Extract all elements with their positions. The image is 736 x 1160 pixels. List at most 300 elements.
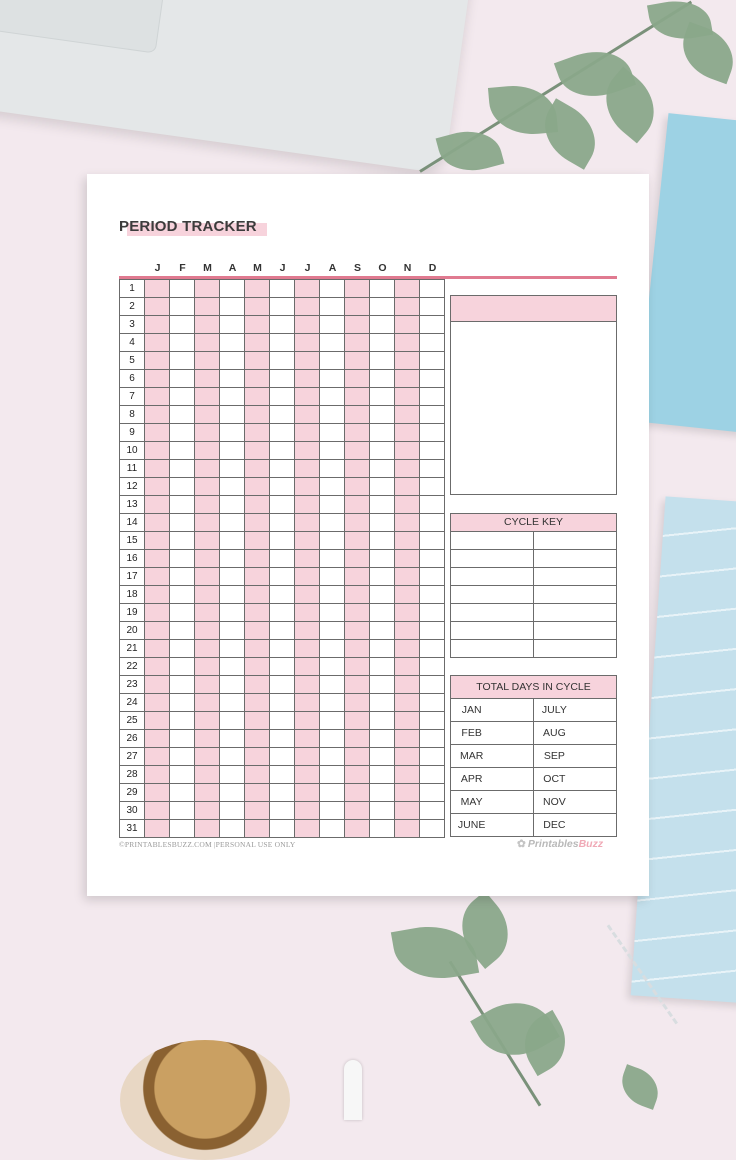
- tracker-cell[interactable]: [420, 280, 445, 298]
- tracker-cell[interactable]: [295, 604, 320, 622]
- tracker-cell[interactable]: [420, 766, 445, 784]
- tracker-cell[interactable]: [145, 658, 170, 676]
- tracker-cell[interactable]: [245, 370, 270, 388]
- tracker-cell[interactable]: [345, 748, 370, 766]
- tracker-cell[interactable]: [420, 586, 445, 604]
- tracker-cell[interactable]: [395, 784, 420, 802]
- tracker-cell[interactable]: [195, 730, 220, 748]
- tracker-cell[interactable]: [270, 442, 295, 460]
- tracker-cell[interactable]: [170, 748, 195, 766]
- tracker-cell[interactable]: [145, 676, 170, 694]
- days-value-cell[interactable]: [575, 791, 616, 814]
- tracker-cell[interactable]: [270, 280, 295, 298]
- tracker-cell[interactable]: [370, 406, 395, 424]
- tracker-cell[interactable]: [220, 676, 245, 694]
- tracker-cell[interactable]: [245, 388, 270, 406]
- tracker-cell[interactable]: [220, 694, 245, 712]
- tracker-cell[interactable]: [145, 478, 170, 496]
- tracker-cell[interactable]: [245, 514, 270, 532]
- tracker-cell[interactable]: [245, 352, 270, 370]
- tracker-cell[interactable]: [320, 316, 345, 334]
- tracker-cell[interactable]: [420, 604, 445, 622]
- tracker-cell[interactable]: [270, 802, 295, 820]
- tracker-cell[interactable]: [320, 514, 345, 532]
- tracker-cell[interactable]: [320, 568, 345, 586]
- tracker-cell[interactable]: [295, 334, 320, 352]
- tracker-cell[interactable]: [195, 298, 220, 316]
- tracker-cell[interactable]: [170, 406, 195, 424]
- tracker-cell[interactable]: [320, 334, 345, 352]
- tracker-cell[interactable]: [270, 640, 295, 658]
- cycle-key-cell[interactable]: [451, 622, 534, 640]
- tracker-cell[interactable]: [370, 550, 395, 568]
- tracker-cell[interactable]: [345, 766, 370, 784]
- tracker-cell[interactable]: [170, 676, 195, 694]
- days-value-cell[interactable]: [575, 768, 616, 791]
- tracker-cell[interactable]: [320, 532, 345, 550]
- tracker-cell[interactable]: [220, 370, 245, 388]
- days-value-cell[interactable]: [492, 791, 533, 814]
- tracker-cell[interactable]: [295, 586, 320, 604]
- tracker-cell[interactable]: [145, 748, 170, 766]
- tracker-cell[interactable]: [345, 676, 370, 694]
- tracker-cell[interactable]: [145, 820, 170, 838]
- tracker-cell[interactable]: [320, 766, 345, 784]
- tracker-cell[interactable]: [145, 532, 170, 550]
- tracker-cell[interactable]: [220, 316, 245, 334]
- tracker-cell[interactable]: [270, 532, 295, 550]
- tracker-cell[interactable]: [245, 820, 270, 838]
- tracker-cell[interactable]: [245, 298, 270, 316]
- tracker-cell[interactable]: [370, 298, 395, 316]
- tracker-cell[interactable]: [270, 766, 295, 784]
- tracker-cell[interactable]: [320, 496, 345, 514]
- tracker-cell[interactable]: [320, 442, 345, 460]
- tracker-cell[interactable]: [245, 730, 270, 748]
- tracker-cell[interactable]: [370, 460, 395, 478]
- tracker-cell[interactable]: [320, 694, 345, 712]
- tracker-cell[interactable]: [320, 460, 345, 478]
- tracker-cell[interactable]: [295, 406, 320, 424]
- tracker-cell[interactable]: [220, 586, 245, 604]
- tracker-cell[interactable]: [420, 298, 445, 316]
- tracker-cell[interactable]: [220, 604, 245, 622]
- tracker-cell[interactable]: [145, 334, 170, 352]
- tracker-cell[interactable]: [145, 640, 170, 658]
- tracker-cell[interactable]: [170, 820, 195, 838]
- tracker-cell[interactable]: [370, 442, 395, 460]
- tracker-cell[interactable]: [320, 640, 345, 658]
- tracker-cell[interactable]: [245, 424, 270, 442]
- cycle-key-cell[interactable]: [451, 568, 534, 586]
- tracker-cell[interactable]: [370, 658, 395, 676]
- tracker-cell[interactable]: [295, 442, 320, 460]
- tracker-cell[interactable]: [395, 406, 420, 424]
- tracker-cell[interactable]: [320, 784, 345, 802]
- tracker-cell[interactable]: [220, 802, 245, 820]
- tracker-cell[interactable]: [270, 514, 295, 532]
- tracker-cell[interactable]: [170, 640, 195, 658]
- tracker-cell[interactable]: [145, 442, 170, 460]
- tracker-cell[interactable]: [270, 334, 295, 352]
- tracker-cell[interactable]: [195, 802, 220, 820]
- tracker-cell[interactable]: [320, 406, 345, 424]
- tracker-cell[interactable]: [420, 712, 445, 730]
- tracker-cell[interactable]: [220, 730, 245, 748]
- tracker-cell[interactable]: [195, 334, 220, 352]
- tracker-cell[interactable]: [170, 730, 195, 748]
- tracker-cell[interactable]: [370, 316, 395, 334]
- tracker-cell[interactable]: [170, 352, 195, 370]
- tracker-cell[interactable]: [320, 712, 345, 730]
- tracker-cell[interactable]: [145, 496, 170, 514]
- tracker-cell[interactable]: [195, 442, 220, 460]
- tracker-cell[interactable]: [220, 820, 245, 838]
- tracker-cell[interactable]: [320, 586, 345, 604]
- tracker-cell[interactable]: [145, 406, 170, 424]
- tracker-cell[interactable]: [295, 280, 320, 298]
- tracker-cell[interactable]: [270, 496, 295, 514]
- tracker-cell[interactable]: [195, 424, 220, 442]
- tracker-cell[interactable]: [295, 784, 320, 802]
- tracker-cell[interactable]: [170, 298, 195, 316]
- tracker-cell[interactable]: [420, 496, 445, 514]
- tracker-cell[interactable]: [170, 370, 195, 388]
- tracker-cell[interactable]: [245, 406, 270, 424]
- tracker-cell[interactable]: [295, 424, 320, 442]
- tracker-cell[interactable]: [270, 820, 295, 838]
- tracker-cell[interactable]: [195, 514, 220, 532]
- cycle-key-cell[interactable]: [534, 568, 617, 586]
- tracker-cell[interactable]: [370, 334, 395, 352]
- tracker-cell[interactable]: [195, 496, 220, 514]
- tracker-cell[interactable]: [420, 514, 445, 532]
- tracker-cell[interactable]: [270, 694, 295, 712]
- tracker-cell[interactable]: [195, 370, 220, 388]
- tracker-cell[interactable]: [270, 586, 295, 604]
- tracker-cell[interactable]: [320, 730, 345, 748]
- days-value-cell[interactable]: [492, 699, 533, 722]
- cycle-key-cell[interactable]: [534, 586, 617, 604]
- tracker-cell[interactable]: [270, 784, 295, 802]
- tracker-cell[interactable]: [270, 550, 295, 568]
- tracker-cell[interactable]: [170, 496, 195, 514]
- days-value-cell[interactable]: [575, 745, 616, 768]
- tracker-cell[interactable]: [345, 784, 370, 802]
- tracker-cell[interactable]: [345, 406, 370, 424]
- tracker-cell[interactable]: [145, 514, 170, 532]
- tracker-cell[interactable]: [170, 568, 195, 586]
- tracker-cell[interactable]: [395, 640, 420, 658]
- tracker-cell[interactable]: [320, 280, 345, 298]
- tracker-cell[interactable]: [245, 694, 270, 712]
- tracker-cell[interactable]: [170, 658, 195, 676]
- tracker-cell[interactable]: [345, 370, 370, 388]
- tracker-cell[interactable]: [395, 280, 420, 298]
- tracker-cell[interactable]: [270, 622, 295, 640]
- cycle-key-cell[interactable]: [451, 550, 534, 568]
- tracker-cell[interactable]: [420, 442, 445, 460]
- tracker-cell[interactable]: [345, 604, 370, 622]
- tracker-cell[interactable]: [220, 424, 245, 442]
- days-value-cell[interactable]: [575, 722, 616, 745]
- tracker-cell[interactable]: [270, 406, 295, 424]
- tracker-cell[interactable]: [395, 766, 420, 784]
- tracker-cell[interactable]: [195, 640, 220, 658]
- tracker-cell[interactable]: [195, 586, 220, 604]
- tracker-cell[interactable]: [295, 820, 320, 838]
- tracker-cell[interactable]: [320, 748, 345, 766]
- tracker-cell[interactable]: [295, 370, 320, 388]
- tracker-cell[interactable]: [345, 730, 370, 748]
- tracker-cell[interactable]: [170, 550, 195, 568]
- tracker-cell[interactable]: [420, 460, 445, 478]
- tracker-cell[interactable]: [270, 298, 295, 316]
- tracker-cell[interactable]: [345, 442, 370, 460]
- tracker-cell[interactable]: [320, 658, 345, 676]
- tracker-cell[interactable]: [370, 352, 395, 370]
- tracker-cell[interactable]: [245, 604, 270, 622]
- tracker-cell[interactable]: [295, 766, 320, 784]
- tracker-cell[interactable]: [395, 694, 420, 712]
- tracker-cell[interactable]: [395, 334, 420, 352]
- tracker-cell[interactable]: [295, 496, 320, 514]
- tracker-cell[interactable]: [245, 658, 270, 676]
- tracker-cell[interactable]: [345, 388, 370, 406]
- tracker-cell[interactable]: [295, 622, 320, 640]
- tracker-cell[interactable]: [295, 298, 320, 316]
- tracker-cell[interactable]: [195, 568, 220, 586]
- tracker-cell[interactable]: [420, 352, 445, 370]
- tracker-cell[interactable]: [420, 406, 445, 424]
- tracker-cell[interactable]: [245, 334, 270, 352]
- tracker-cell[interactable]: [170, 712, 195, 730]
- tracker-cell[interactable]: [170, 694, 195, 712]
- tracker-cell[interactable]: [195, 316, 220, 334]
- tracker-cell[interactable]: [395, 676, 420, 694]
- tracker-cell[interactable]: [370, 514, 395, 532]
- tracker-cell[interactable]: [245, 532, 270, 550]
- tracker-cell[interactable]: [170, 316, 195, 334]
- tracker-cell[interactable]: [420, 478, 445, 496]
- tracker-cell[interactable]: [220, 748, 245, 766]
- days-value-cell[interactable]: [575, 699, 616, 722]
- tracker-cell[interactable]: [395, 370, 420, 388]
- tracker-cell[interactable]: [270, 658, 295, 676]
- tracker-cell[interactable]: [370, 766, 395, 784]
- tracker-cell[interactable]: [420, 334, 445, 352]
- tracker-cell[interactable]: [345, 280, 370, 298]
- tracker-cell[interactable]: [420, 658, 445, 676]
- days-value-cell[interactable]: [492, 768, 533, 791]
- tracker-cell[interactable]: [370, 478, 395, 496]
- tracker-cell[interactable]: [220, 532, 245, 550]
- tracker-cell[interactable]: [295, 568, 320, 586]
- tracker-cell[interactable]: [345, 712, 370, 730]
- tracker-cell[interactable]: [195, 676, 220, 694]
- tracker-cell[interactable]: [170, 442, 195, 460]
- tracker-cell[interactable]: [395, 586, 420, 604]
- tracker-cell[interactable]: [395, 658, 420, 676]
- tracker-cell[interactable]: [145, 604, 170, 622]
- tracker-cell[interactable]: [245, 622, 270, 640]
- tracker-cell[interactable]: [345, 550, 370, 568]
- cycle-key-cell[interactable]: [451, 532, 534, 550]
- tracker-cell[interactable]: [295, 514, 320, 532]
- tracker-cell[interactable]: [145, 352, 170, 370]
- tracker-cell[interactable]: [370, 730, 395, 748]
- tracker-cell[interactable]: [195, 388, 220, 406]
- tracker-cell[interactable]: [270, 424, 295, 442]
- tracker-cell[interactable]: [220, 460, 245, 478]
- tracker-cell[interactable]: [370, 388, 395, 406]
- tracker-cell[interactable]: [220, 550, 245, 568]
- tracker-cell[interactable]: [245, 640, 270, 658]
- tracker-cell[interactable]: [370, 784, 395, 802]
- tracker-cell[interactable]: [370, 586, 395, 604]
- tracker-cell[interactable]: [370, 820, 395, 838]
- tracker-cell[interactable]: [195, 784, 220, 802]
- tracker-cell[interactable]: [345, 460, 370, 478]
- tracker-cell[interactable]: [420, 820, 445, 838]
- tracker-cell[interactable]: [295, 676, 320, 694]
- tracker-cell[interactable]: [145, 712, 170, 730]
- tracker-cell[interactable]: [270, 730, 295, 748]
- tracker-cell[interactable]: [220, 658, 245, 676]
- tracker-cell[interactable]: [270, 712, 295, 730]
- tracker-cell[interactable]: [395, 730, 420, 748]
- tracker-cell[interactable]: [345, 640, 370, 658]
- tracker-cell[interactable]: [270, 604, 295, 622]
- tracker-cell[interactable]: [295, 730, 320, 748]
- cycle-key-cell[interactable]: [451, 604, 534, 622]
- tracker-cell[interactable]: [370, 622, 395, 640]
- tracker-cell[interactable]: [345, 424, 370, 442]
- tracker-cell[interactable]: [395, 622, 420, 640]
- tracker-cell[interactable]: [420, 532, 445, 550]
- tracker-cell[interactable]: [220, 442, 245, 460]
- tracker-cell[interactable]: [345, 478, 370, 496]
- tracker-cell[interactable]: [395, 424, 420, 442]
- tracker-cell[interactable]: [195, 532, 220, 550]
- tracker-cell[interactable]: [345, 622, 370, 640]
- tracker-cell[interactable]: [295, 658, 320, 676]
- tracker-cell[interactable]: [320, 424, 345, 442]
- tracker-cell[interactable]: [345, 316, 370, 334]
- tracker-cell[interactable]: [395, 496, 420, 514]
- tracker-cell[interactable]: [170, 478, 195, 496]
- tracker-cell[interactable]: [220, 388, 245, 406]
- cycle-key-cell[interactable]: [451, 640, 534, 658]
- notes-box[interactable]: [450, 295, 617, 495]
- tracker-cell[interactable]: [395, 442, 420, 460]
- tracker-cell[interactable]: [395, 532, 420, 550]
- tracker-cell[interactable]: [270, 676, 295, 694]
- tracker-cell[interactable]: [195, 820, 220, 838]
- tracker-cell[interactable]: [245, 766, 270, 784]
- tracker-cell[interactable]: [145, 694, 170, 712]
- tracker-cell[interactable]: [345, 514, 370, 532]
- tracker-cell[interactable]: [395, 316, 420, 334]
- tracker-cell[interactable]: [195, 550, 220, 568]
- tracker-cell[interactable]: [295, 352, 320, 370]
- tracker-cell[interactable]: [320, 802, 345, 820]
- tracker-cell[interactable]: [145, 388, 170, 406]
- tracker-cell[interactable]: [220, 622, 245, 640]
- tracker-cell[interactable]: [145, 460, 170, 478]
- tracker-cell[interactable]: [145, 586, 170, 604]
- tracker-cell[interactable]: [170, 802, 195, 820]
- tracker-cell[interactable]: [145, 370, 170, 388]
- tracker-cell[interactable]: [395, 802, 420, 820]
- tracker-cell[interactable]: [145, 802, 170, 820]
- tracker-cell[interactable]: [170, 460, 195, 478]
- tracker-cell[interactable]: [145, 568, 170, 586]
- tracker-cell[interactable]: [295, 802, 320, 820]
- tracker-cell[interactable]: [420, 694, 445, 712]
- tracker-cell[interactable]: [395, 550, 420, 568]
- tracker-cell[interactable]: [395, 604, 420, 622]
- tracker-cell[interactable]: [270, 388, 295, 406]
- cycle-key-cell[interactable]: [534, 622, 617, 640]
- tracker-cell[interactable]: [420, 622, 445, 640]
- tracker-cell[interactable]: [170, 388, 195, 406]
- tracker-cell[interactable]: [220, 280, 245, 298]
- tracker-cell[interactable]: [270, 748, 295, 766]
- days-value-cell[interactable]: [492, 745, 533, 768]
- tracker-cell[interactable]: [370, 604, 395, 622]
- days-value-cell[interactable]: [575, 814, 616, 837]
- tracker-cell[interactable]: [170, 514, 195, 532]
- tracker-cell[interactable]: [395, 478, 420, 496]
- tracker-cell[interactable]: [220, 334, 245, 352]
- tracker-cell[interactable]: [195, 406, 220, 424]
- days-value-cell[interactable]: [492, 814, 533, 837]
- tracker-cell[interactable]: [370, 748, 395, 766]
- tracker-cell[interactable]: [295, 460, 320, 478]
- tracker-cell[interactable]: [145, 424, 170, 442]
- tracker-cell[interactable]: [320, 820, 345, 838]
- tracker-cell[interactable]: [245, 442, 270, 460]
- tracker-cell[interactable]: [320, 622, 345, 640]
- tracker-cell[interactable]: [145, 298, 170, 316]
- tracker-cell[interactable]: [170, 766, 195, 784]
- tracker-cell[interactable]: [295, 694, 320, 712]
- tracker-cell[interactable]: [220, 496, 245, 514]
- tracker-cell[interactable]: [195, 352, 220, 370]
- tracker-cell[interactable]: [195, 658, 220, 676]
- tracker-cell[interactable]: [245, 316, 270, 334]
- tracker-cell[interactable]: [245, 748, 270, 766]
- tracker-cell[interactable]: [370, 280, 395, 298]
- tracker-cell[interactable]: [420, 640, 445, 658]
- cycle-key-cell[interactable]: [451, 586, 534, 604]
- tracker-cell[interactable]: [395, 388, 420, 406]
- tracker-cell[interactable]: [220, 514, 245, 532]
- tracker-cell[interactable]: [345, 298, 370, 316]
- tracker-cell[interactable]: [395, 298, 420, 316]
- tracker-cell[interactable]: [320, 388, 345, 406]
- tracker-cell[interactable]: [420, 388, 445, 406]
- tracker-cell[interactable]: [420, 568, 445, 586]
- tracker-cell[interactable]: [245, 676, 270, 694]
- tracker-cell[interactable]: [345, 694, 370, 712]
- tracker-cell[interactable]: [370, 676, 395, 694]
- tracker-cell[interactable]: [195, 460, 220, 478]
- tracker-cell[interactable]: [170, 622, 195, 640]
- tracker-cell[interactable]: [345, 820, 370, 838]
- tracker-cell[interactable]: [145, 316, 170, 334]
